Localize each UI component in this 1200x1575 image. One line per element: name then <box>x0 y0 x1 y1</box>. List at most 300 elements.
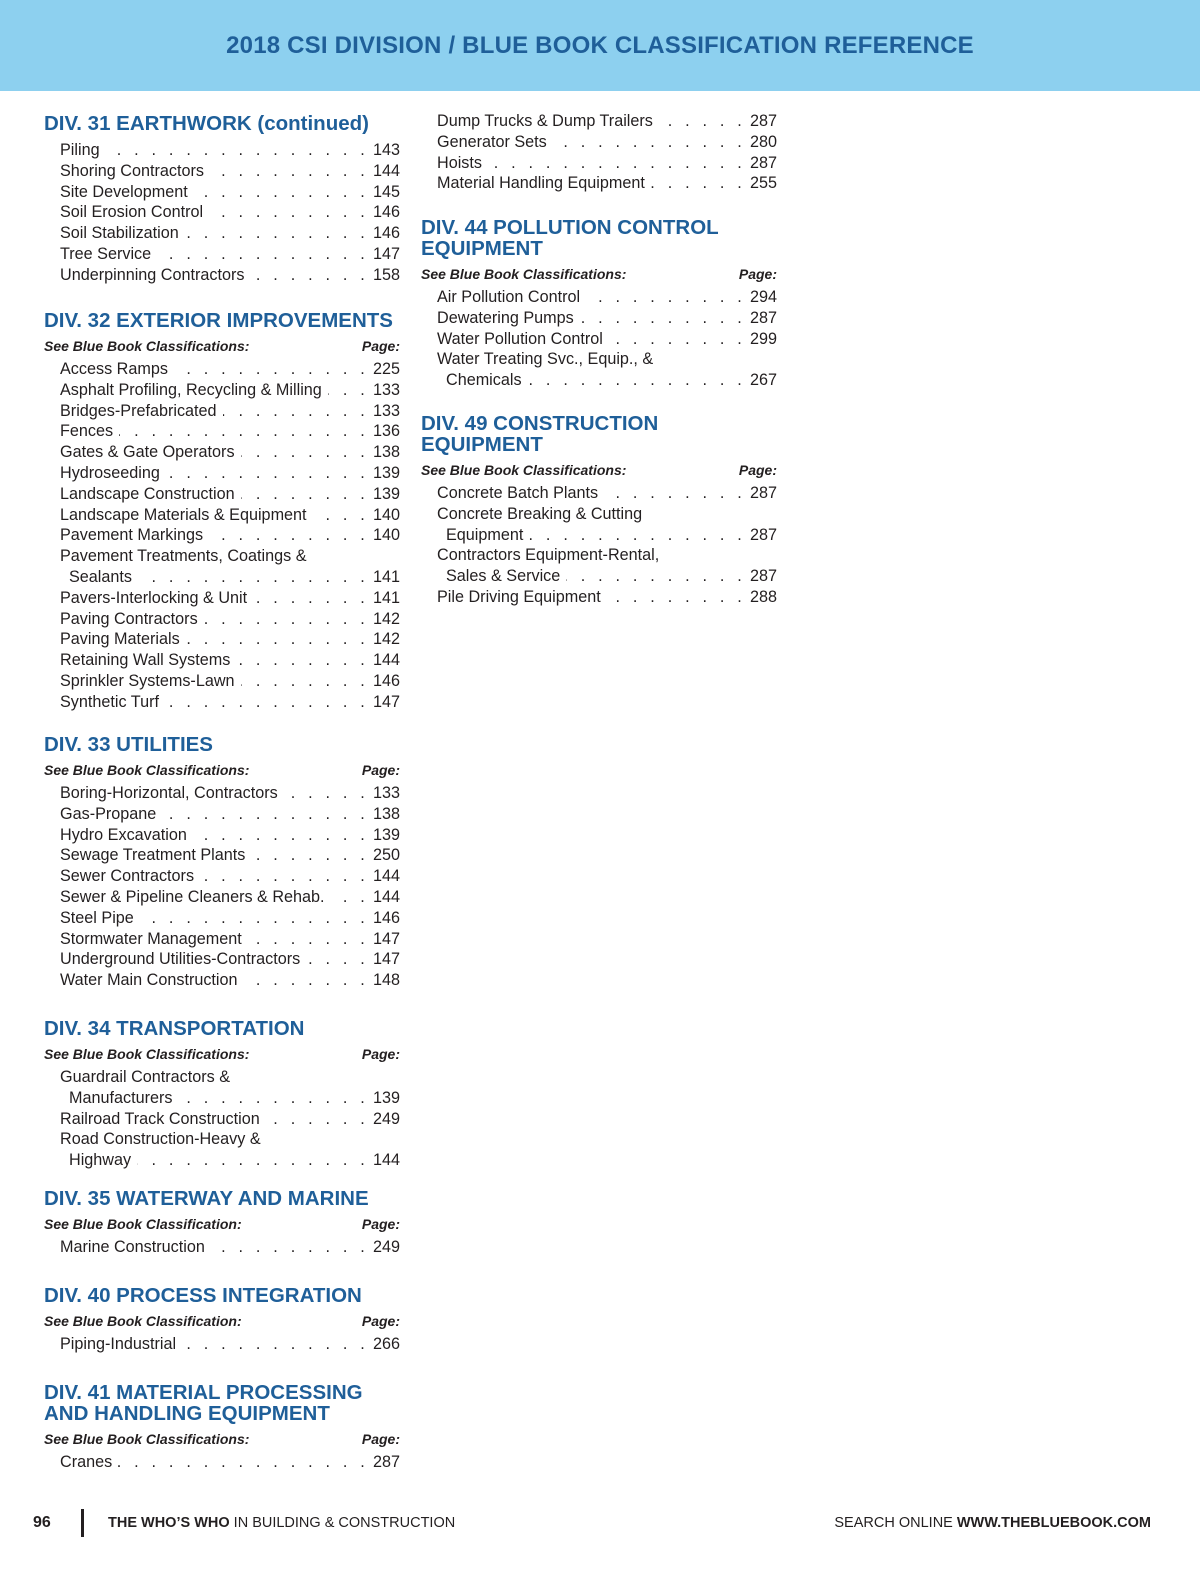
entry-page-number: 139 <box>372 463 400 482</box>
entry-name: Sewer Contractors <box>60 867 195 886</box>
entry-name: Dewatering Pumps <box>437 308 574 327</box>
entry-line <box>60 223 400 244</box>
entry-page-number: 133 <box>372 401 400 420</box>
div33-heading: DIV. 33 UTILITIES <box>44 733 213 756</box>
dot-leader <box>609 329 746 350</box>
entry-page-number: 255 <box>749 174 777 193</box>
dot-leader <box>306 949 369 970</box>
entry-line <box>437 329 777 350</box>
entry-line <box>60 629 400 650</box>
div41-section <box>44 1382 400 1473</box>
dot-leader <box>223 401 369 422</box>
div41-heading-line1: DIV. 41 MATERIAL PROCESSING <box>44 1381 363 1404</box>
div49-heading-line1: DIV. 49 CONSTRUCTION <box>421 412 659 435</box>
classification-entry <box>44 244 400 265</box>
entry-name: Dump Trucks & Dump Trailers <box>437 112 653 130</box>
page-label: Page: <box>361 1431 400 1447</box>
div34-see-row <box>44 1046 400 1062</box>
entry-name: Retaining Wall Systems <box>60 651 231 670</box>
classification-entry <box>44 970 400 991</box>
dot-leader <box>566 566 746 587</box>
page-footer <box>0 1505 1200 1539</box>
dot-leader <box>604 483 746 504</box>
entry-name: Hydro Excavation <box>60 825 187 844</box>
entry-page-number: 249 <box>372 1109 400 1128</box>
div44-heading-line1: DIV. 44 POLLUTION CONTROL <box>421 216 719 239</box>
dot-leader <box>241 484 369 505</box>
see-classifications-label: See Blue Book Classifications: <box>44 338 250 354</box>
classification-entry <box>421 349 777 391</box>
dot-leader <box>178 1088 369 1109</box>
entry-name: Highway <box>69 1151 132 1170</box>
entry-name-first-line: Pavement Treatments, Coatings & <box>60 547 307 566</box>
footer-divider <box>81 1509 84 1537</box>
see-classifications-label: See Blue Book Classifications: <box>44 762 250 778</box>
entry-name: Soil Erosion Control <box>60 203 204 222</box>
entry-line <box>60 244 400 265</box>
dot-leader <box>284 783 369 804</box>
entry-name: Gates & Gate Operators <box>60 443 235 462</box>
entry-page-number: 144 <box>372 867 400 886</box>
classification-entry <box>44 949 400 970</box>
entry-line <box>60 182 400 203</box>
classification-entry <box>44 1067 400 1109</box>
entry-name: Site Development <box>60 182 188 201</box>
entry-page-number: 287 <box>749 308 777 327</box>
div34-section <box>44 1018 400 1171</box>
classification-entry <box>44 783 400 804</box>
page-label: Page: <box>361 762 400 778</box>
dot-leader <box>241 442 369 463</box>
entry-page-number: 294 <box>749 288 777 306</box>
classification-entry <box>421 308 777 329</box>
entry-line <box>60 567 400 588</box>
entry-name-first-line: Contractors Equipment-Rental, <box>437 546 660 565</box>
entry-name: Steel Pipe <box>60 908 134 927</box>
entry-page-number: 145 <box>372 182 400 201</box>
entry-line <box>60 1452 400 1473</box>
entry-name: Asphalt Profiling, Recycling & Milling <box>60 380 322 399</box>
dot-leader <box>165 692 369 713</box>
classification-entry <box>44 804 400 825</box>
entry-line <box>437 566 777 587</box>
entry-line <box>60 783 400 804</box>
classification-entry <box>421 504 777 546</box>
classification-entry <box>421 111 777 132</box>
classification-entry <box>44 505 400 526</box>
classification-entry <box>44 845 400 866</box>
classification-entry <box>421 287 777 308</box>
page-title: 2018 CSI DIVISION / BLUE BOOK CLASSIFICATION REFERENCE <box>226 31 974 59</box>
classification-entry <box>44 161 400 182</box>
entry-page-number: 139 <box>372 825 400 844</box>
entry-page-number: 143 <box>372 141 400 159</box>
div33-list <box>44 783 400 991</box>
entry-page-number: 148 <box>372 971 400 990</box>
entry-page-number: 267 <box>749 371 777 390</box>
dot-leader <box>174 359 369 380</box>
entry-line <box>60 1237 400 1258</box>
entry-page-number: 266 <box>372 1335 400 1353</box>
entry-line <box>60 484 400 505</box>
entry-name: Gas-Propane <box>60 804 157 823</box>
entry-page-number: 140 <box>372 505 400 524</box>
div32-section <box>44 310 400 713</box>
div32-see-row <box>44 338 400 354</box>
entry-name: Marine Construction <box>60 1238 205 1256</box>
entry-name: Underpinning Contractors <box>60 265 245 284</box>
entry-page-number: 287 <box>749 567 777 586</box>
div44-list <box>421 287 777 391</box>
div34-list <box>44 1067 400 1171</box>
entry-name: Piling <box>60 141 100 159</box>
entry-page-number: 288 <box>749 587 777 606</box>
dot-leader <box>209 202 369 223</box>
entry-name: Railroad Track Construction <box>60 1109 260 1128</box>
page-label: Page: <box>361 1216 400 1232</box>
div40-section <box>44 1285 400 1355</box>
entry-line <box>60 929 400 950</box>
classification-entry <box>44 484 400 505</box>
entry-name: Sales & Service <box>446 567 561 586</box>
dot-leader <box>529 525 746 546</box>
see-classifications-label: See Blue Book Classifications: <box>44 1046 250 1062</box>
entry-page-number: 287 <box>749 153 777 172</box>
entry-line <box>60 380 400 401</box>
entry-name: Air Pollution Control <box>437 288 581 306</box>
entry-page-number: 158 <box>372 265 400 284</box>
entry-page-number: 142 <box>372 609 400 628</box>
entry-name: Water Pollution Control <box>437 329 603 348</box>
div31-list <box>44 140 400 286</box>
entry-page-number: 147 <box>372 950 400 969</box>
entry-name: Stormwater Management <box>60 929 242 948</box>
entry-name-first-line: Road Construction-Heavy & <box>60 1130 261 1149</box>
dot-leader <box>118 1452 369 1473</box>
publication-name-rest: IN BUILDING & CONSTRUCTION <box>229 1515 456 1531</box>
div32-list <box>44 359 400 713</box>
classification-entry <box>44 525 400 546</box>
dot-leader <box>580 308 746 329</box>
entry-line <box>60 1109 400 1130</box>
dot-leader <box>106 140 369 161</box>
entry-name-first-line: Water Treating Svc., Equip., & <box>437 350 654 369</box>
entry-page-number: 141 <box>372 588 400 607</box>
see-classifications-label: See Blue Book Classifications: <box>421 462 627 478</box>
dot-leader <box>140 908 369 929</box>
dot-leader <box>313 505 369 526</box>
entry-line <box>60 525 400 546</box>
website-link[interactable]: WWW.THEBLUEBOOK.COM <box>956 1515 1151 1531</box>
entry-name: Tree Service <box>60 244 152 263</box>
entry-page-number: 146 <box>372 671 400 690</box>
entry-name: Water Main Construction <box>60 971 238 990</box>
entry-line <box>437 483 777 504</box>
entry-page-number: 287 <box>749 112 777 130</box>
classification-entry <box>421 545 777 587</box>
classification-entry <box>44 401 400 422</box>
entry-page-number: 147 <box>372 692 400 711</box>
classification-entry <box>44 1334 400 1355</box>
classification-entry <box>44 140 400 161</box>
classification-entry <box>421 483 777 504</box>
classification-entry <box>44 223 400 244</box>
classification-entry <box>44 380 400 401</box>
entry-line <box>437 132 777 153</box>
entry-name: Sewage Treatment Plants <box>60 846 246 865</box>
div44-see-row <box>421 266 777 282</box>
entry-name: Paving Materials <box>60 630 180 649</box>
entry-line <box>60 359 400 380</box>
dot-leader <box>253 588 369 609</box>
entry-page-number: 250 <box>372 846 400 865</box>
classification-entry <box>44 1129 400 1171</box>
entry-name: Concrete Batch Plants <box>437 484 599 502</box>
entry-line <box>60 1334 400 1355</box>
search-online <box>834 1515 1151 1531</box>
page-label: Page: <box>738 462 777 478</box>
entry-line <box>60 1088 400 1109</box>
classification-entry <box>44 182 400 203</box>
entry-name: Paving Contractors <box>60 609 198 628</box>
entry-line <box>60 692 400 713</box>
see-classifications-label: See Blue Book Classification: <box>44 1313 242 1329</box>
div49-heading <box>421 413 777 455</box>
entry-page-number: 287 <box>749 484 777 502</box>
entry-page-number: 140 <box>372 526 400 545</box>
entry-line <box>60 140 400 161</box>
entry-line <box>60 442 400 463</box>
dot-leader <box>204 609 369 630</box>
entry-page-number: 144 <box>372 1151 400 1170</box>
classification-entry <box>421 153 777 174</box>
div44-heading <box>421 217 777 259</box>
entry-page-number: 142 <box>372 630 400 649</box>
see-classifications-label: See Blue Book Classification: <box>44 1216 242 1232</box>
classification-entry <box>44 866 400 887</box>
entry-page-number: 146 <box>372 908 400 927</box>
dot-leader <box>194 182 369 203</box>
page-label: Page: <box>361 338 400 354</box>
div49-section <box>421 413 777 608</box>
see-classifications-label: See Blue Book Classifications: <box>421 266 627 282</box>
classification-entry <box>44 609 400 630</box>
page-label: Page: <box>361 1046 400 1062</box>
entry-name: Pile Driving Equipment <box>437 587 601 606</box>
dot-leader <box>185 223 369 244</box>
classification-entry <box>44 442 400 463</box>
entry-line <box>437 173 777 194</box>
entry-line <box>437 587 777 608</box>
entry-name: Underground Utilities-Contractors <box>60 950 301 969</box>
classification-entry <box>421 132 777 153</box>
entry-page-number: 136 <box>372 422 400 441</box>
classification-entry <box>44 265 400 286</box>
entry-line <box>60 970 400 991</box>
classification-entry <box>44 1109 400 1130</box>
entry-line <box>60 887 400 908</box>
classification-entry <box>44 359 400 380</box>
div32-heading: DIV. 32 EXTERIOR IMPROVEMENTS <box>44 309 393 332</box>
div41-list <box>44 1452 400 1473</box>
entry-line <box>60 804 400 825</box>
dot-leader <box>186 629 369 650</box>
entry-page-number: 147 <box>372 929 400 948</box>
entry-name: Pavers-Interlocking & Unit <box>60 588 248 607</box>
entry-name: Fences <box>60 422 114 441</box>
dot-leader <box>209 525 369 546</box>
entry-page-number: 144 <box>372 651 400 670</box>
dot-leader <box>586 287 746 308</box>
header-banner <box>0 0 1200 91</box>
entry-name: Hoists <box>437 153 482 172</box>
entry-name: Synthetic Turf <box>60 692 159 711</box>
dot-leader <box>607 587 746 608</box>
entry-line <box>437 287 777 308</box>
dot-leader <box>236 650 369 671</box>
dot-leader <box>200 866 369 887</box>
dot-leader <box>137 1150 369 1171</box>
dot-leader <box>250 265 369 286</box>
entry-line <box>60 949 400 970</box>
page-number: 96 <box>33 1514 51 1531</box>
publication-name <box>108 1515 455 1531</box>
div34-heading: DIV. 34 TRANSPORTATION <box>44 1017 305 1040</box>
entry-page-number: 133 <box>372 380 400 399</box>
entry-line <box>60 908 400 929</box>
entry-page-number: 144 <box>372 161 400 180</box>
entry-page-number: 287 <box>749 525 777 544</box>
classification-entry <box>44 546 400 588</box>
entry-page-number: 287 <box>372 1453 400 1471</box>
entry-line <box>437 370 777 391</box>
div41-see-row <box>44 1431 400 1447</box>
entry-page-number: 146 <box>372 203 400 222</box>
div44-heading-line2: EQUIPMENT <box>421 237 543 260</box>
dot-leader <box>244 970 369 991</box>
div40-see-row <box>44 1313 400 1329</box>
classification-entry <box>44 650 400 671</box>
search-online-label: SEARCH ONLINE <box>834 1515 957 1531</box>
dot-leader <box>211 1237 369 1258</box>
dot-leader <box>182 1334 369 1355</box>
dot-leader <box>166 463 369 484</box>
dot-leader <box>162 804 369 825</box>
entry-line <box>60 505 400 526</box>
entry-name: Hydroseeding <box>60 463 160 482</box>
entry-name: Soil Stabilization <box>60 224 179 243</box>
dot-leader <box>157 244 369 265</box>
dot-leader <box>553 132 746 153</box>
entry-line <box>60 866 400 887</box>
entry-line <box>437 153 777 174</box>
entry-line <box>60 588 400 609</box>
entry-line <box>60 609 400 630</box>
classification-entry <box>421 173 777 194</box>
entry-name: Bridges-Prefabricated <box>60 401 217 420</box>
div41-heading-line2: AND HANDLING EQUIPMENT <box>44 1402 330 1425</box>
entry-name: Access Ramps <box>60 360 168 378</box>
classification-entry <box>44 825 400 846</box>
entry-line <box>437 111 777 132</box>
div49-heading-line2: EQUIPMENT <box>421 433 543 456</box>
div41-continued-list <box>421 111 777 194</box>
dot-leader <box>651 173 746 194</box>
classification-entry <box>44 1237 400 1258</box>
classification-entry <box>44 908 400 929</box>
entry-name-first-line: Concrete Breaking & Cutting <box>437 504 643 523</box>
entry-page-number: 133 <box>372 784 400 802</box>
entry-name-first-line: Guardrail Contractors & <box>60 1068 231 1086</box>
classification-entry <box>44 929 400 950</box>
publication-name-bold: THE WHO’S WHO <box>108 1515 230 1531</box>
dot-leader <box>248 929 369 950</box>
classification-entry <box>44 202 400 223</box>
classification-entry <box>44 1452 400 1473</box>
div35-list <box>44 1237 400 1258</box>
entry-page-number: 144 <box>372 887 400 906</box>
classification-entry <box>421 329 777 350</box>
entry-name: Landscape Construction <box>60 484 235 503</box>
classification-entry <box>44 588 400 609</box>
entry-line <box>60 1150 400 1171</box>
entry-name: Sealants <box>69 567 132 586</box>
page-label: Page: <box>361 1313 400 1329</box>
entry-page-number: 139 <box>372 1088 400 1107</box>
entry-page-number: 138 <box>372 443 400 462</box>
page-label: Page: <box>738 266 777 282</box>
dot-leader <box>138 567 369 588</box>
entry-name: Landscape Materials & Equipment <box>60 505 307 524</box>
dot-leader <box>266 1109 369 1130</box>
entry-page-number: 138 <box>372 804 400 823</box>
div41-heading <box>44 1382 400 1424</box>
classification-entry <box>44 671 400 692</box>
dot-leader <box>488 153 746 174</box>
entry-name: Cranes <box>60 1453 113 1471</box>
entry-name: Equipment <box>446 525 524 544</box>
entry-line <box>60 845 400 866</box>
classification-entry <box>44 421 400 442</box>
entry-page-number: 299 <box>749 329 777 348</box>
entry-name: Chemicals <box>446 371 522 390</box>
entry-name: Boring-Horizontal, Contractors <box>60 784 278 802</box>
entry-line <box>60 265 400 286</box>
entry-line <box>437 308 777 329</box>
dot-leader <box>659 111 746 132</box>
entry-line <box>60 463 400 484</box>
dot-leader <box>528 370 746 391</box>
see-classifications-label: See Blue Book Classifications: <box>44 1431 250 1447</box>
div33-see-row <box>44 762 400 778</box>
entry-page-number: 141 <box>372 567 400 586</box>
div35-see-row <box>44 1216 400 1232</box>
entry-line <box>60 161 400 182</box>
entry-name: Generator Sets <box>437 132 547 151</box>
dot-leader <box>119 421 369 442</box>
entry-name: Sewer & Pipeline Cleaners & Rehab. <box>60 887 325 906</box>
div44-section <box>421 217 777 391</box>
entry-page-number: 146 <box>372 224 400 243</box>
div35-heading: DIV. 35 WATERWAY AND MARINE <box>44 1187 369 1210</box>
entry-line <box>60 825 400 846</box>
entry-page-number: 147 <box>372 244 400 263</box>
div33-section <box>44 734 400 991</box>
dot-leader <box>251 845 369 866</box>
entry-line <box>60 401 400 422</box>
entry-line <box>60 202 400 223</box>
entry-page-number: 225 <box>372 360 400 378</box>
